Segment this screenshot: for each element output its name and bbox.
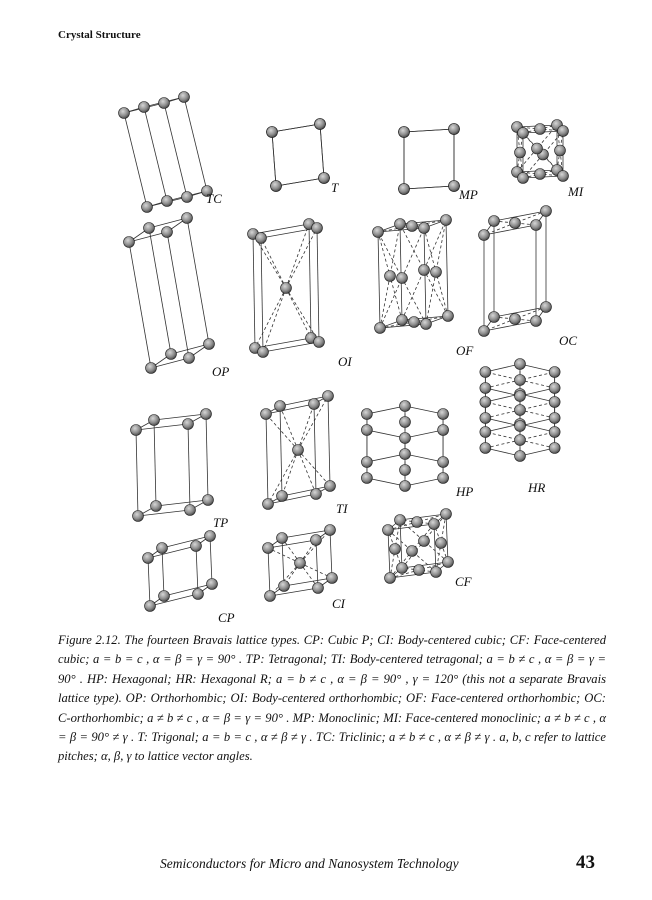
lattice-atom <box>142 202 153 213</box>
cell-edge <box>154 420 156 506</box>
cell-edge <box>314 404 316 494</box>
lattice-atom <box>409 317 420 328</box>
lattice-atom <box>441 215 452 226</box>
cell-edge <box>196 546 198 594</box>
lattice-atom <box>145 601 156 612</box>
lattice-atom <box>258 347 269 358</box>
lattice-atom <box>159 98 170 109</box>
lattice-atom <box>397 273 408 284</box>
lattice-atom <box>144 223 155 234</box>
cell-edge <box>400 224 402 320</box>
lattice-atom <box>179 92 190 103</box>
lattice-atom <box>515 451 526 462</box>
cell-edge <box>328 396 330 486</box>
lattice-atom <box>549 397 560 408</box>
cell-edge <box>184 97 207 191</box>
lattice-atom <box>151 501 162 512</box>
lattice-atom <box>510 314 521 325</box>
lattice-atom <box>449 124 460 135</box>
lattice-atom <box>385 573 396 584</box>
lattice-atom <box>325 481 336 492</box>
lattice-atom <box>309 399 320 410</box>
label-oi: OI <box>338 354 352 369</box>
lattice-atom <box>518 173 529 184</box>
lattice-atom <box>361 457 372 468</box>
lattice-atom <box>312 223 323 234</box>
lattice-atom <box>518 128 529 139</box>
cell-edge <box>162 548 164 596</box>
cell-edge <box>268 494 316 504</box>
lattice-atom <box>275 401 286 412</box>
cell-edge <box>156 500 208 506</box>
cell-edge <box>149 228 171 354</box>
cell-edge <box>494 211 546 221</box>
cell-edge <box>268 540 316 548</box>
lattice-atom <box>139 102 150 113</box>
lattice-atom <box>419 536 430 547</box>
cell-edge <box>405 430 443 438</box>
lattice-atom <box>515 375 526 386</box>
lattice-atom <box>182 213 193 224</box>
lattice-atom <box>162 227 173 238</box>
cell-edge <box>367 406 405 414</box>
lattice-atom <box>383 525 394 536</box>
lattice-atom <box>159 591 170 602</box>
cell-edge <box>164 584 212 596</box>
lattice-atom <box>184 353 195 364</box>
lattice-atom <box>480 413 491 424</box>
diagonal-bond <box>282 450 298 496</box>
lattice-atom <box>479 230 490 241</box>
cell-edge <box>164 103 187 197</box>
lattice-atom <box>412 517 423 528</box>
lattice-atom <box>480 383 491 394</box>
cell-edge <box>187 218 209 344</box>
lattice-atom <box>400 465 411 476</box>
lattice-atom <box>438 473 449 484</box>
diagonal-bond <box>286 288 311 338</box>
lattice-atom <box>182 192 193 203</box>
lattice-atom <box>480 427 491 438</box>
cell-edge <box>268 548 270 596</box>
label-tc: TC <box>206 191 222 206</box>
lattice-atom <box>395 219 406 230</box>
cell-edge <box>404 129 454 132</box>
lattice-atom <box>361 473 372 484</box>
lattice-atom <box>149 415 160 426</box>
lattice-atom <box>399 184 410 195</box>
cell-edge <box>424 228 426 324</box>
lattice-atom <box>480 443 491 454</box>
lattice-atom <box>361 409 372 420</box>
cell-edge <box>162 536 210 548</box>
cell-edge <box>404 186 454 189</box>
cell-edge <box>434 524 436 572</box>
lattice-atom <box>431 267 442 278</box>
lattice-atom <box>271 181 282 192</box>
cell-edge <box>390 572 436 578</box>
lattice-atom <box>558 126 569 137</box>
lattice-atom <box>443 557 454 568</box>
lattice-atom <box>204 339 215 350</box>
page-number: 43 <box>576 852 595 873</box>
lattice-atom <box>293 445 304 456</box>
lattice-atom <box>549 427 560 438</box>
lattice-atom <box>143 553 154 564</box>
running-header: Crystal Structure <box>58 29 141 41</box>
footer-book-title: Semiconductors for Micro and Nanosystem Technology <box>160 856 459 871</box>
cell-edge <box>136 424 188 430</box>
lattice-atom <box>193 589 204 600</box>
lattice-atom <box>205 531 216 542</box>
lattice-atom <box>438 425 449 436</box>
lattice-atom <box>558 171 569 182</box>
lattice-atom <box>263 543 274 554</box>
lattice-atom <box>162 196 173 207</box>
lattice-atom <box>327 573 338 584</box>
lattice-atom <box>397 315 408 326</box>
lattice-atom <box>535 169 546 180</box>
cell-edge <box>446 220 448 316</box>
cell-edge <box>446 514 448 562</box>
diagonal-bond <box>255 288 286 348</box>
lattice-atom <box>400 401 411 412</box>
lattice-atom <box>515 391 526 402</box>
lattice-atom <box>325 525 336 536</box>
diagonal-bond <box>263 288 286 352</box>
cell-edge <box>124 113 147 207</box>
cell-edge <box>402 562 448 568</box>
cell-edge <box>284 578 332 586</box>
lattice-atom <box>515 147 526 158</box>
cell-edge <box>405 478 443 486</box>
lattice-atom <box>279 581 290 592</box>
lattice-atom <box>119 108 130 119</box>
label-op: OP <box>212 364 230 379</box>
lattice-atom <box>256 233 267 244</box>
cell-edge <box>494 307 546 317</box>
cell-edge <box>206 414 208 500</box>
lattice-atom <box>185 505 196 516</box>
diagonal-bond <box>286 228 317 288</box>
lattice-atom <box>313 583 324 594</box>
lattice-atom <box>532 143 543 154</box>
lattice-atom <box>263 499 274 510</box>
lattice-atom <box>319 173 330 184</box>
label-mi: MI <box>568 184 584 199</box>
lattice-atom <box>436 538 447 549</box>
cell-edge <box>317 228 319 342</box>
lattice-atom <box>281 283 292 294</box>
cell-edge <box>280 396 328 406</box>
diagonal-bond <box>298 450 330 486</box>
lattice-atom <box>449 181 460 192</box>
lattice-atom <box>438 409 449 420</box>
label-ti: TI <box>336 501 348 516</box>
lattice-atom <box>431 567 442 578</box>
cell-edge <box>210 536 212 584</box>
cell-edge <box>378 232 380 328</box>
lattice-atom <box>400 417 411 428</box>
cell-edge <box>388 530 390 578</box>
lattice-atom <box>207 579 218 590</box>
lattice-atom <box>515 435 526 446</box>
lattice-atom <box>131 425 142 436</box>
lattice-atom <box>510 218 521 229</box>
lattice-atom <box>541 206 552 217</box>
lattice-atom <box>124 237 135 248</box>
cell-edge <box>484 321 536 331</box>
cell-edge <box>282 530 330 538</box>
cell-edge <box>309 224 311 338</box>
label-cp: CP <box>218 610 235 625</box>
cell-edge <box>320 124 324 178</box>
lattice-atom <box>373 227 384 238</box>
cell-edge <box>154 414 206 420</box>
cell-edge <box>266 404 314 414</box>
lattice-atom <box>541 302 552 313</box>
cell-edge <box>148 546 196 558</box>
cell-edge <box>405 454 443 462</box>
lattice-atom <box>489 216 500 227</box>
lattice-atom <box>311 535 322 546</box>
lattice-atom <box>183 419 194 430</box>
lattice-atom <box>479 326 490 337</box>
lattice-atom <box>400 433 411 444</box>
lattice-atom <box>549 443 560 454</box>
lattice-atom <box>400 449 411 460</box>
lattice-atom <box>385 271 396 282</box>
lattice-atom <box>407 221 418 232</box>
lattice-atom <box>203 495 214 506</box>
label-hp: HP <box>456 484 474 499</box>
lattice-atom <box>443 311 454 322</box>
label-ci: CI <box>332 596 345 611</box>
lattice-atom <box>549 413 560 424</box>
lattice-atom <box>323 391 334 402</box>
diagonal-bond <box>266 414 298 450</box>
lattice-atom <box>419 223 430 234</box>
lattice-atom <box>201 409 212 420</box>
lattice-atom <box>295 558 306 569</box>
lattice-atom <box>133 511 144 522</box>
cell-edge <box>144 107 167 201</box>
cell-edge <box>272 132 276 186</box>
lattice-atom <box>267 127 278 138</box>
lattice-atom <box>390 544 401 555</box>
cell-edge <box>266 414 268 504</box>
lattice-atom <box>438 457 449 468</box>
lattice-atom <box>480 367 491 378</box>
cell-edge <box>276 178 324 186</box>
cell-edge <box>400 514 446 520</box>
cell-edge <box>282 486 330 496</box>
lattice-atom <box>407 546 418 557</box>
lattice-atom <box>414 565 425 576</box>
cell-edge <box>484 225 536 235</box>
lattice-atom <box>166 349 177 360</box>
lattice-atom <box>375 323 386 334</box>
cell-edge <box>280 406 282 496</box>
lattice-atom <box>549 383 560 394</box>
lattice-atom <box>515 405 526 416</box>
cell-edge <box>138 510 190 516</box>
label-of: OF <box>456 343 474 358</box>
label-hr: HR <box>528 480 546 495</box>
cell-edge <box>188 424 190 510</box>
lattice-atom <box>277 533 288 544</box>
cell-edge <box>129 242 151 368</box>
label-tp: TP <box>213 515 229 530</box>
lattice-atom <box>277 491 288 502</box>
lattice-atom <box>191 541 202 552</box>
lattice-atom <box>146 363 157 374</box>
lattice-atom <box>419 265 430 276</box>
lattice-atom <box>361 425 372 436</box>
cell-edge <box>261 238 263 352</box>
figure-caption: Figure 2.12. The fourteen Bravais lattice types. CP: Cubic P; CI: Body-centered cubic; CF: Face-centered cubic; a = b = c , α = β = γ = 90° . TP: Tetragonal; TI: Body-centered tetragonal; a = b ≠ c , α = β = γ = 90° . HP: Hexagonal; HR: Hexagonal R; a = b ≠ c , α = β = 90° , γ = 120° (this not a separate Bravais lattice type). OP: Orthorhombic; OI: Body-centered orthorhombic; OF: Face-centered orthorhombic; OC: C-orthorhombic; a ≠ b ≠ c , α = β = γ = 90° . MP: Monoclinic; MI: Face-centered monoclinic; a ≠ b ≠ c , α = β = 90° ≠ γ . T: Trigonal; a = b = c , α ≠ β ≠ γ . TC: Triclinic; a ≠ b ≠ c , α ≠ β ≠ γ . a, b, c refer to lattice pitches; α, β, γ to lattice vector angles. <box>58 633 606 764</box>
cell-edge <box>270 588 318 596</box>
lattice-atom <box>549 367 560 378</box>
lattice-atom <box>395 515 406 526</box>
lattice-atom <box>441 509 452 520</box>
lattice-atom <box>261 409 272 420</box>
lattice-atom <box>265 591 276 602</box>
lattice-atom <box>515 421 526 432</box>
cell-edge <box>400 520 402 568</box>
lattice-atom <box>400 481 411 492</box>
lattice-atom <box>421 319 432 330</box>
lattice-atom <box>397 563 408 574</box>
lattice-atom <box>315 119 326 130</box>
cell-edge <box>253 234 255 348</box>
cell-edge <box>405 406 443 414</box>
lattice-atom <box>429 519 440 530</box>
lattice-atom <box>399 127 410 138</box>
cell-edge <box>150 594 198 606</box>
lattice-atom <box>535 124 546 135</box>
cell-edge <box>330 530 332 578</box>
lattice-atom <box>555 145 566 156</box>
label-mp: MP <box>459 187 478 202</box>
label-cf: CF <box>455 574 472 589</box>
cell-edge <box>367 430 405 438</box>
diagonal-bond <box>261 238 286 288</box>
cell-edge <box>367 454 405 462</box>
diagonal-bond <box>280 406 298 450</box>
cell-edge <box>148 558 150 606</box>
label-oc: OC <box>559 333 578 348</box>
cell-edge <box>167 232 189 358</box>
lattice-atom <box>531 220 542 231</box>
cell-edge <box>367 478 405 486</box>
cell-edge <box>272 124 320 132</box>
diagonal-bond <box>298 404 314 450</box>
lattice-atom <box>489 312 500 323</box>
label-t: T <box>331 180 339 195</box>
lattice-atom <box>531 316 542 327</box>
lattice-atom <box>480 397 491 408</box>
diagonal-bond <box>298 450 316 494</box>
lattice-atom <box>157 543 168 554</box>
lattice-atom <box>314 337 325 348</box>
lattice-atom <box>311 489 322 500</box>
diagonal-bond <box>286 224 309 288</box>
lattice-atom <box>515 359 526 370</box>
cell-edge <box>136 430 138 516</box>
